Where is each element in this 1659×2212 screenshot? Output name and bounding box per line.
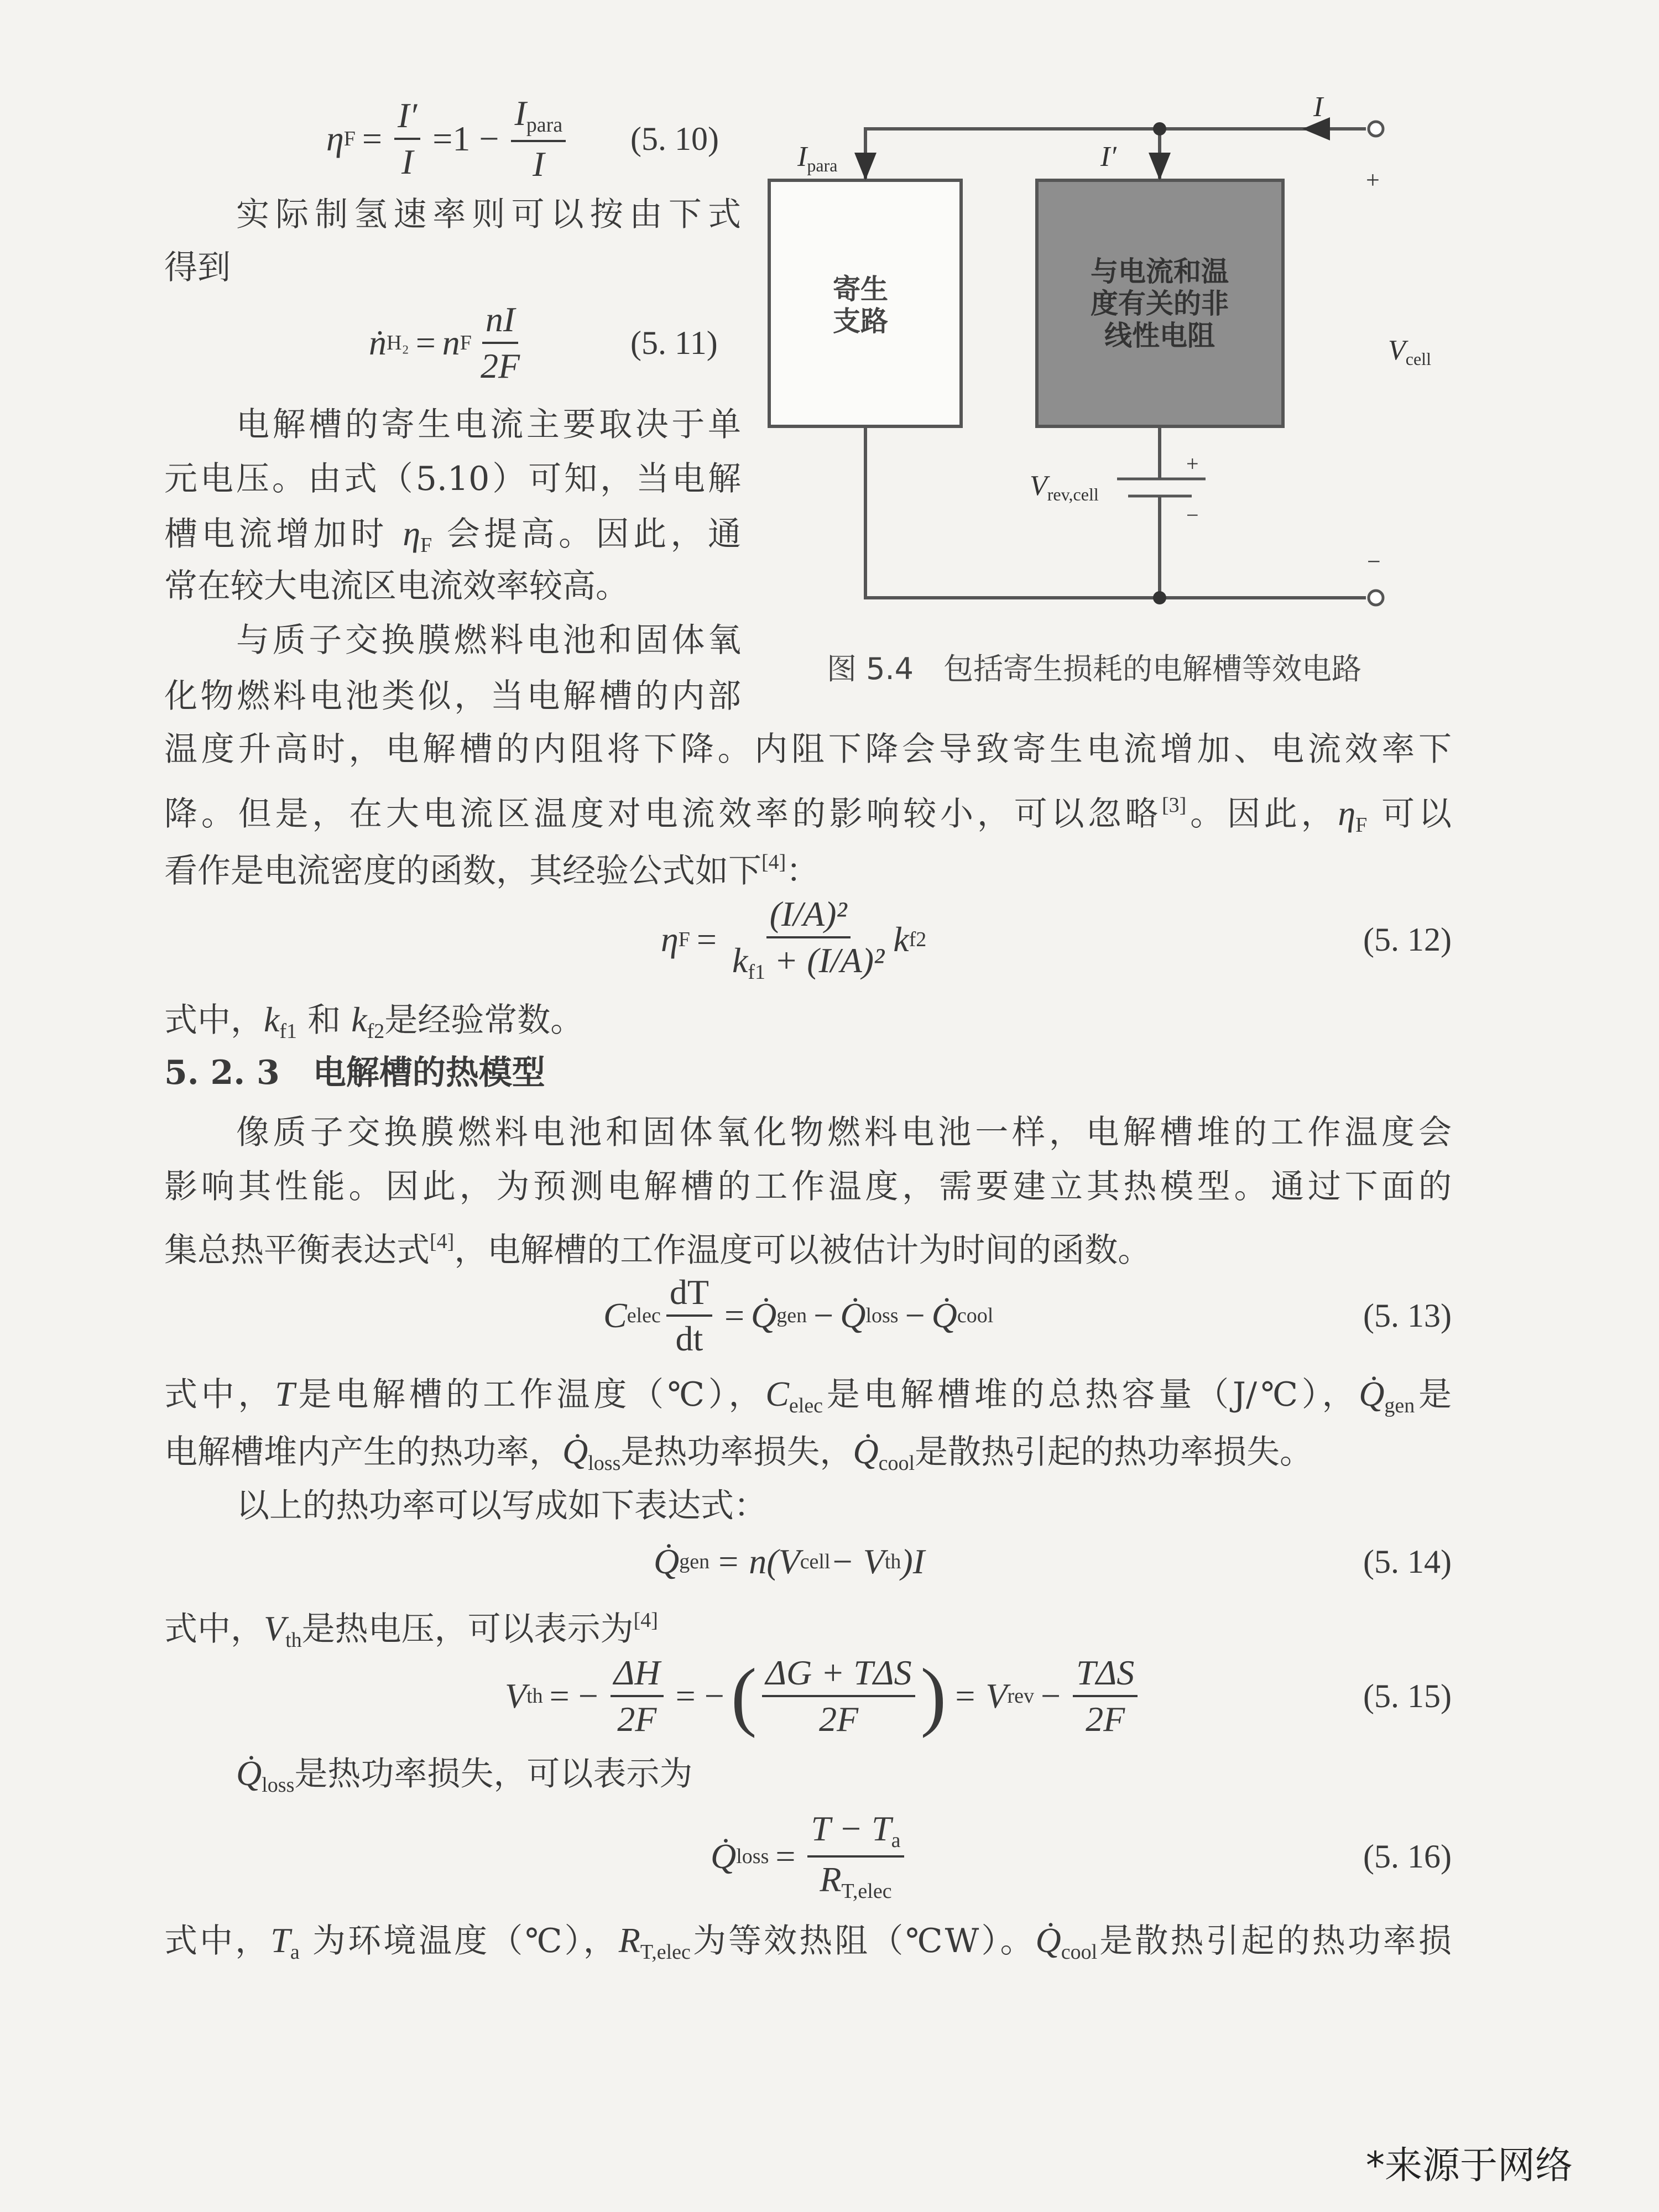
math-variable: V xyxy=(264,1609,286,1648)
text-line xyxy=(164,843,820,890)
fraction xyxy=(611,1655,664,1737)
text-segment: 影响其性能。因此，为预测电解槽的工作温度，需要建立其热模型。通过下面的 xyxy=(164,1167,1452,1206)
eq-symbol: k xyxy=(732,941,748,980)
text-segment: 以上的热功率可以写成如下表达式： xyxy=(236,1486,767,1525)
text-segment: 为等效热阻（℃W）。 xyxy=(690,1922,1036,1960)
math-variable: Q̇ xyxy=(236,1754,262,1793)
equation-label: (5. 13) xyxy=(1363,1297,1452,1334)
math-variable: Q̇ xyxy=(562,1432,588,1471)
text-segment: ，电解槽的工作温度可以被估计为时间的函数。 xyxy=(454,1231,1151,1270)
left-block-line-2: 支路 xyxy=(833,305,888,337)
text-segment: 是热功率损失，可以表示为 xyxy=(294,1755,693,1793)
text-segment: 是电解槽堆的总热容量（J/℃）， xyxy=(823,1375,1359,1414)
eq-symbol: I xyxy=(514,93,526,133)
terminal-negative xyxy=(1369,591,1383,605)
equation-5-16 xyxy=(711,1809,910,1903)
eq-subscript: cool xyxy=(957,1304,994,1327)
eq-operator: − xyxy=(1041,1676,1061,1715)
text-segment: 集总热平衡表达式 xyxy=(164,1231,430,1270)
arrow-icon-effective xyxy=(1149,153,1171,180)
denominator: 2F xyxy=(480,346,520,385)
right-block-line-1: 与电流和温 xyxy=(1091,255,1229,288)
math-variable: η xyxy=(403,514,421,553)
numerator: I′ xyxy=(394,98,420,140)
text-segment: 是 xyxy=(1415,1375,1452,1414)
figure-caption: 图 5.4 包括寄生损耗的电解槽等效电路 xyxy=(827,651,1362,686)
eq-operator: = xyxy=(415,323,436,362)
eq-subscript: F xyxy=(460,331,472,354)
eq-subscript: elec xyxy=(627,1304,661,1327)
text-line xyxy=(164,460,741,498)
math-variable: η xyxy=(1338,794,1356,833)
eq-subscript: th xyxy=(526,1684,543,1708)
text-segment: 电解槽堆内产生的热功率， xyxy=(164,1433,562,1472)
numerator xyxy=(807,1811,904,1858)
eq-symbol: η xyxy=(661,920,679,959)
eq-subscript: F xyxy=(343,127,356,150)
eq-subscript: cell xyxy=(800,1550,831,1573)
equation-label: (5. 10) xyxy=(630,120,719,157)
citation-superscript: [4] xyxy=(430,1230,455,1253)
eq-operator: = xyxy=(696,920,717,959)
equation-label: (5. 14) xyxy=(1363,1543,1452,1580)
eq-term: = n(V xyxy=(716,1542,800,1581)
math-symbol xyxy=(264,1609,302,1652)
text-line xyxy=(164,730,1452,769)
math-symbol xyxy=(1035,1921,1098,1964)
math-symbol xyxy=(351,1000,385,1043)
math-symbol xyxy=(264,1000,298,1043)
eq-symbol: n xyxy=(442,323,460,362)
text-segment: 是热电压，可以表示为 xyxy=(301,1610,634,1648)
eq-symbol: Q̇ xyxy=(654,1542,680,1581)
text-line xyxy=(164,1222,1151,1270)
eq-subscript: T,elec xyxy=(841,1880,892,1903)
junction-dot-bottom xyxy=(1153,591,1166,604)
text-line xyxy=(164,1921,1452,1964)
text-segment: 化物燃料电池类似，当电解槽的内部 xyxy=(164,677,741,716)
right-paren: ) xyxy=(920,1653,947,1739)
eq-term: = V xyxy=(953,1676,1008,1715)
eq-operator: = xyxy=(724,1296,745,1335)
math-subscript: th xyxy=(285,1629,302,1652)
text-segment: 温度升高时，电解槽的内阻将下降。内阻下降会导致寄生电流增加、电流效率下 xyxy=(164,730,1452,769)
text-line xyxy=(236,621,741,660)
math-variable: T xyxy=(270,1921,290,1960)
arrow-icon-parasitic xyxy=(854,153,877,180)
right-block-line-3: 线性电阻 xyxy=(1104,320,1215,352)
fraction xyxy=(477,302,523,384)
text-segment: 式中， xyxy=(164,1610,264,1648)
math-symbol xyxy=(618,1921,691,1964)
denominator: I xyxy=(533,144,545,184)
right-block-line-2: 度有关的非 xyxy=(1091,288,1229,320)
text-line xyxy=(236,1113,1452,1152)
math-symbol xyxy=(1338,794,1368,837)
math-symbol xyxy=(403,514,432,557)
numerator: TΔS xyxy=(1073,1655,1138,1697)
text-segment: 得到 xyxy=(164,248,231,287)
math-subscript: f2 xyxy=(367,1020,385,1043)
math-symbol xyxy=(765,1374,823,1417)
eq-operator: =1 − xyxy=(432,119,499,158)
text-line xyxy=(164,248,231,287)
eq-symbol: R xyxy=(820,1860,842,1899)
eq-subscript: rev xyxy=(1007,1684,1034,1708)
eq-symbol: η xyxy=(326,119,344,158)
numerator: dT xyxy=(666,1275,712,1317)
math-variable: Q̇ xyxy=(853,1432,879,1471)
eq-operator: = − xyxy=(675,1676,724,1715)
math-variable: Q̇ xyxy=(1035,1921,1061,1960)
text-line xyxy=(164,1167,1452,1206)
equation-label: (5. 12) xyxy=(1363,921,1452,958)
denominator xyxy=(729,938,888,983)
math-subscript: a xyxy=(290,1940,300,1964)
math-subscript: cool xyxy=(878,1452,915,1475)
text-segment: ： xyxy=(786,852,820,890)
label-plus: + xyxy=(1366,166,1380,194)
math-symbol xyxy=(270,1921,300,1964)
math-variable: C xyxy=(765,1374,789,1413)
equation-5-10 xyxy=(326,95,571,183)
equation-label: (5. 11) xyxy=(630,324,718,361)
eq-symbol: C xyxy=(603,1296,627,1335)
eq-term: + (I/A)² xyxy=(774,941,885,980)
denominator: dt xyxy=(675,1319,703,1358)
denominator: 2F xyxy=(617,1699,657,1739)
eq-subscript: th xyxy=(884,1550,901,1573)
battery-minus: − xyxy=(1186,503,1199,528)
citation-superscript: [3] xyxy=(1162,794,1187,817)
eq-subscript: f2 xyxy=(909,928,927,951)
text-segment: 是散热引起的热功率损 xyxy=(1097,1922,1452,1960)
text-line xyxy=(164,1432,1313,1475)
text-segment: 槽电流增加时 xyxy=(164,515,403,554)
math-symbol xyxy=(236,1754,295,1797)
citation-superscript: [4] xyxy=(633,1609,658,1632)
text-segment: 与质子交换膜燃料电池和固体氧 xyxy=(236,621,741,660)
text-segment: 降。但是，在大电流区温度对电流效率的影响较小，可以忽略 xyxy=(164,795,1162,833)
text-segment: 和 xyxy=(297,1001,352,1040)
math-symbol xyxy=(275,1374,295,1413)
eq-symbol: k xyxy=(893,920,909,959)
eq-symbol: Q̇ xyxy=(931,1296,957,1335)
text-segment: 为环境温度（℃）， xyxy=(299,1922,619,1960)
eq-symbol: Q̇ xyxy=(751,1296,777,1335)
fraction xyxy=(807,1811,904,1902)
text-segment: 实际制氢速率则可以按由下式 xyxy=(236,195,741,234)
text-line xyxy=(164,1374,1452,1417)
eq-operator: = xyxy=(775,1837,796,1876)
battery-plus: + xyxy=(1186,451,1199,476)
text-segment: 。因此， xyxy=(1186,795,1338,833)
equation-5-12 xyxy=(661,895,926,984)
text-segment: 5. 2. 3 电解槽的热模型 xyxy=(164,1053,545,1092)
denominator: 2F xyxy=(1086,1699,1125,1739)
left-paren: ( xyxy=(731,1653,757,1739)
fraction xyxy=(1073,1655,1138,1737)
section-heading xyxy=(164,1053,545,1092)
left-block-line-1: 寄生 xyxy=(833,273,888,305)
fraction xyxy=(666,1272,712,1358)
text-line xyxy=(236,405,741,444)
numerator: ΔH xyxy=(611,1655,664,1697)
text-line xyxy=(164,677,741,716)
math-symbol xyxy=(853,1432,915,1475)
math-subscript: gen xyxy=(1384,1394,1415,1417)
equation-5-11 xyxy=(369,299,529,387)
eq-operator: = xyxy=(362,119,382,158)
equation-label: (5. 16) xyxy=(1363,1838,1452,1875)
eq-subscript: f1 xyxy=(748,961,766,984)
text-segment: 是散热引起的热功率损失。 xyxy=(915,1433,1313,1472)
text-segment: 看作是电流密度的函数，其经验公式如下 xyxy=(164,852,761,890)
text-segment: 像质子交换膜燃料电池和固体氧化物燃料电池一样，电解槽堆的工作温度会 xyxy=(236,1113,1452,1152)
math-variable: k xyxy=(351,1000,367,1039)
math-variable: Q̇ xyxy=(1359,1374,1385,1413)
math-symbol xyxy=(562,1432,621,1475)
eq-subscript: gen xyxy=(679,1550,710,1573)
eq-term: )I xyxy=(901,1542,925,1581)
eq-subscript: para xyxy=(526,113,563,137)
math-subscript: loss xyxy=(588,1452,621,1475)
text-line xyxy=(236,195,741,234)
text-segment: 常在较大电流区电流效率较高。 xyxy=(164,567,629,606)
text-line xyxy=(164,1000,584,1043)
label-I-prime: I′ xyxy=(1100,141,1117,173)
eq-subscript: loss xyxy=(865,1304,899,1327)
text-line xyxy=(164,567,629,606)
text-line xyxy=(164,786,1452,837)
math-symbol xyxy=(1359,1374,1415,1417)
eq-subscript: a xyxy=(891,1829,901,1852)
fraction xyxy=(394,98,420,180)
label-I: I xyxy=(1313,91,1323,123)
text-segment: 可以 xyxy=(1367,795,1452,833)
eq-subscript: F xyxy=(678,928,690,951)
label-V-rev-cell: Vrev,cell xyxy=(1030,470,1099,504)
text-segment: 式中， xyxy=(164,1001,264,1040)
equation-5-15 xyxy=(505,1652,1143,1740)
eq-term: T − T xyxy=(811,1809,891,1848)
fraction xyxy=(511,93,566,184)
fraction xyxy=(762,1655,915,1737)
numerator: nI xyxy=(482,302,518,344)
eq-term: − V xyxy=(830,1542,885,1581)
math-subscript: f1 xyxy=(279,1020,298,1043)
eq-symbol: Q̇ xyxy=(711,1837,737,1876)
numerator: ΔG + TΔS xyxy=(762,1655,915,1697)
denominator: 2F xyxy=(818,1699,859,1739)
eq-operator: − xyxy=(905,1296,925,1335)
math-subscript: F xyxy=(1355,813,1368,837)
equation-label: (5. 15) xyxy=(1363,1677,1452,1714)
text-line xyxy=(164,1601,658,1652)
text-segment: 元电压。由式（5.10）可知，当电解 xyxy=(164,460,741,498)
citation-superscript: [4] xyxy=(761,851,786,874)
denominator: I xyxy=(401,142,414,181)
eq-subscript: gen xyxy=(776,1304,807,1327)
math-variable: T xyxy=(275,1374,295,1413)
eq-subscript: loss xyxy=(736,1845,769,1868)
eq-operator: − xyxy=(813,1296,834,1335)
text-segment: 是经验常数。 xyxy=(384,1001,584,1040)
text-segment: 电解槽的寄生电流主要取决于单 xyxy=(236,405,741,444)
fraction xyxy=(729,896,888,983)
text-line xyxy=(164,514,741,557)
eq-subscript: H₂ xyxy=(387,331,409,354)
source-watermark: *来源于网络 xyxy=(1366,2144,1573,2188)
eq-symbol: ṅ xyxy=(369,323,387,362)
denominator xyxy=(816,1858,895,1902)
math-subscript: elec xyxy=(789,1394,823,1417)
equation-5-14 xyxy=(654,1517,925,1606)
text-segment: 会提高。因此，通 xyxy=(432,515,741,554)
text-line xyxy=(236,1754,693,1797)
numerator: (I/A)² xyxy=(766,896,851,938)
junction-dot-top xyxy=(1153,122,1166,135)
terminal-positive xyxy=(1369,122,1383,136)
left-bottom-wire xyxy=(865,426,1366,598)
math-subscript: loss xyxy=(262,1773,295,1797)
math-variable: k xyxy=(264,1000,280,1039)
text-segment: 是电解槽的工作温度（℃）， xyxy=(294,1375,766,1414)
math-subscript: T,elec xyxy=(640,1940,691,1964)
label-minus: − xyxy=(1367,548,1381,575)
eq-symbol: Q̇ xyxy=(840,1296,866,1335)
text-segment: 式中， xyxy=(164,1922,271,1960)
eq-operator: = − xyxy=(549,1676,598,1715)
text-segment: 式中， xyxy=(164,1375,275,1414)
label-I-para: Ipara xyxy=(797,141,838,175)
numerator xyxy=(511,93,566,142)
math-subscript: F xyxy=(420,534,432,557)
equation-5-13 xyxy=(603,1271,993,1360)
label-V-cell: Vcell xyxy=(1388,335,1431,369)
math-variable: R xyxy=(618,1921,640,1960)
eq-symbol: V xyxy=(505,1676,527,1715)
math-subscript: cool xyxy=(1061,1940,1098,1964)
text-segment: 是热功率损失， xyxy=(620,1433,853,1472)
text-line xyxy=(236,1486,767,1525)
